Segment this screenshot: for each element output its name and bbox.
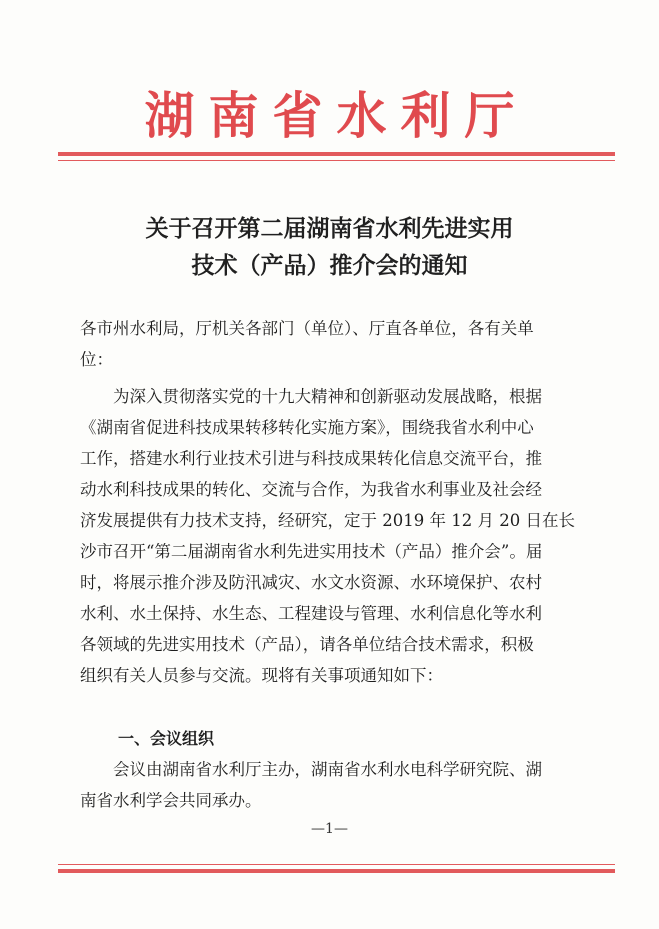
agency-letterhead: 湖南省水利厅 — [144, 86, 529, 145]
page-number: —1— — [311, 821, 348, 837]
footer-rule-thin — [58, 864, 615, 865]
header-rule-thin — [58, 160, 615, 161]
text-line: 《湖南省促进科技成果转移转化实施方案》，围绕我省水利中心 — [80, 418, 534, 437]
section-heading-meeting-organization: 一、会议组织 — [118, 729, 215, 748]
section1-paragraph — [80, 754, 580, 816]
text-line: 工作，搭建水利行业技术引进与科技成果转化信息交流平台，推 — [80, 449, 542, 468]
text-line: 南省水利学会共同承办。 — [80, 791, 262, 810]
addressee-paragraph — [80, 313, 580, 375]
document-title-line-2: 技术（产品）推介会的通知 — [191, 252, 468, 279]
text-line: 各领域的先进实用技术（产品），请各单位结合技术需求，积极 — [80, 635, 534, 654]
text-line: 各市州水利局，厅机关各部门（单位）、厅直各单位，各有关单 — [80, 319, 534, 338]
text-line: 济发展提供有力技术支持，经研究，定于 2019 年 12 月 20 日在长 — [80, 511, 575, 530]
document-title-line-1: 关于召开第二届湖南省水利先进实用 — [145, 215, 514, 242]
text-line: 水利、水土保持、水生态、工程建设与管理、水利信息化等水利 — [80, 604, 542, 623]
text-line: 时，将展示推介涉及防汛减灾、水文水资源、水环境保护、农村 — [80, 573, 542, 592]
footer-rule-thick — [58, 869, 615, 873]
text-line: 位： — [80, 350, 113, 369]
text-line: 会议由湖南省水利厅主办，湖南省水利水电科学研究院、湖 — [80, 760, 542, 779]
header-rule-thick — [58, 152, 615, 156]
text-line: 沙市召开“第二届湖南省水利先进实用技术（产品）推介会”。届 — [80, 542, 543, 561]
text-line: 为深入贯彻落实党的十九大精神和创新驱动发展战略，根据 — [80, 387, 542, 406]
text-line: 组织有关人员参与交流。现将有关事项通知如下： — [80, 666, 443, 685]
body-paragraph — [80, 381, 580, 691]
text-line: 动水利科技成果的转化、交流与合作，为我省水利事业及社会经 — [80, 480, 542, 499]
